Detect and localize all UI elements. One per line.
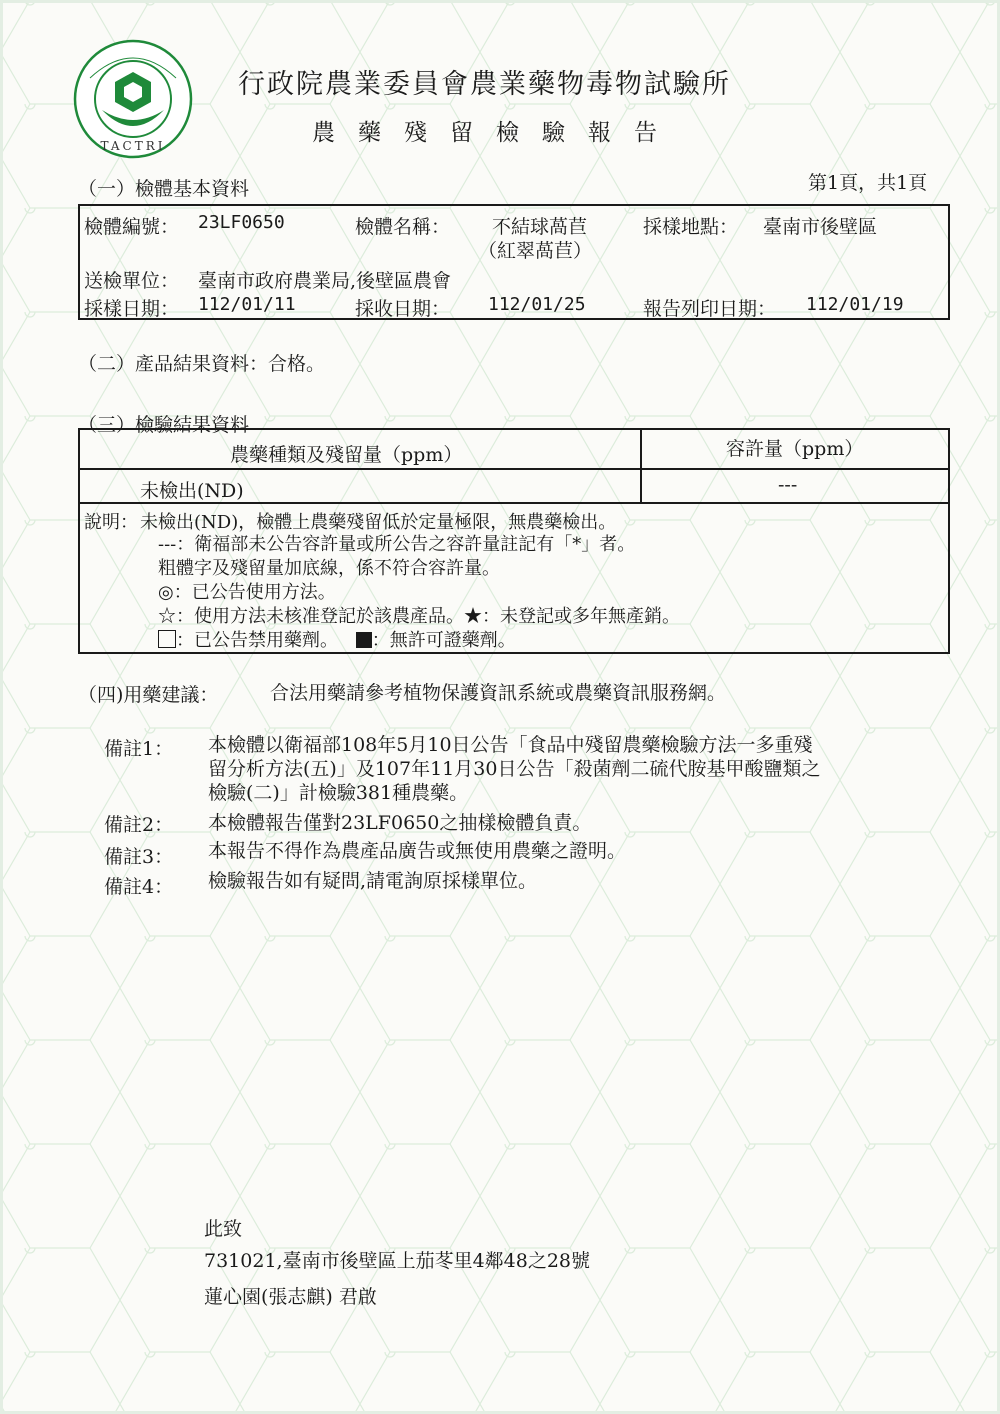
sample-info-box bbox=[78, 204, 950, 320]
note-line: ---：衛福部未公告容許量或所公告之容許量註記有「*」者。 bbox=[158, 534, 636, 555]
submitter: 臺南市政府農業局,後壁區農會 bbox=[198, 270, 452, 292]
table-divider bbox=[640, 430, 642, 502]
harvest-date-label: 採收日期： bbox=[355, 298, 451, 320]
note-banned: ：已公告禁用藥劑。 bbox=[176, 630, 338, 651]
remark-label: 備註4： bbox=[104, 876, 174, 898]
remark-text: 檢驗報告如有疑問,請電詢原採樣單位。 bbox=[208, 870, 538, 892]
section2-heading: （二）產品結果資料：合格。 bbox=[78, 353, 326, 375]
location-label: 採樣地點： bbox=[643, 216, 739, 238]
sample-name-sub: （紅翠萵苣） bbox=[478, 240, 593, 262]
notes-label: 說明： bbox=[84, 512, 138, 533]
remark-text: 本檢體以衛福部108年5月10日公告「食品中殘留農藥檢驗方法一多重殘 bbox=[208, 734, 813, 756]
section3-heading: （三）檢驗結果資料 bbox=[78, 414, 250, 436]
banned-square-icon bbox=[158, 630, 176, 648]
address-line: 731021,臺南市後壁區上茄苳里4鄰48之28號 bbox=[204, 1250, 591, 1272]
col-header-tolerance: 容許量（ppm） bbox=[726, 438, 864, 460]
sample-no: 23LF0650 bbox=[198, 212, 285, 233]
print-date-label: 報告列印日期： bbox=[643, 298, 777, 320]
note-unlicensed: ：無許可證藥劑。 bbox=[371, 630, 516, 651]
unlicensed-square-icon bbox=[356, 632, 372, 648]
note-line: 粗體字及殘留量加底線，係不符合容許量。 bbox=[158, 558, 500, 579]
organization-title: 行政院農業委員會農業藥物毒物試驗所 bbox=[238, 69, 731, 100]
remark-text: 本檢體報告僅對23LF0650之抽樣檢體負責。 bbox=[208, 812, 592, 834]
sample-date: 112/01/11 bbox=[198, 294, 296, 315]
note-line: ☆：使用方法未核准登記於該農產品。★：未登記或多年無產銷。 bbox=[158, 606, 680, 627]
location: 臺南市後壁區 bbox=[763, 216, 878, 238]
remark-text: 檢驗(二)」計檢驗381種農藥。 bbox=[208, 782, 469, 804]
submitter-label: 送檢單位： bbox=[84, 270, 180, 292]
note-line: ◎：已公告使用方法。 bbox=[158, 582, 336, 603]
print-date: 112/01/19 bbox=[806, 294, 904, 315]
remark-label: 備註2： bbox=[104, 814, 174, 836]
sample-name-label: 檢體名稱： bbox=[355, 216, 451, 238]
result-tolerance: --- bbox=[778, 474, 798, 496]
sample-date-label: 採樣日期： bbox=[84, 298, 180, 320]
note-line-symbols bbox=[158, 626, 516, 652]
section1-heading: （一）檢體基本資料 bbox=[78, 178, 250, 200]
result-value: 未檢出(ND) bbox=[140, 480, 244, 502]
col-header-pesticide: 農藥種類及殘留量（ppm） bbox=[230, 444, 463, 466]
tactri-logo bbox=[72, 38, 194, 160]
section4-text: 合法用藥請參考植物保護資訊系統或農藥資訊服務網。 bbox=[270, 682, 727, 704]
remark-label: 備註1： bbox=[104, 738, 174, 760]
sample-name: 不結球萵苣 bbox=[492, 216, 588, 238]
table-row-divider bbox=[80, 468, 948, 470]
report-title: 農藥殘留檢驗報告 bbox=[312, 120, 680, 146]
note-line: 未檢出(ND)，檢體上農藥殘留低於定量極限，無農藥檢出。 bbox=[140, 512, 617, 533]
sample-no-label: 檢體編號： bbox=[84, 216, 180, 238]
salutation: 此致 bbox=[204, 1218, 243, 1240]
remark-text: 本報告不得作為農產品廣告或無使用農藥之證明。 bbox=[208, 840, 627, 862]
remark-label: 備註3： bbox=[104, 846, 174, 868]
results-table bbox=[78, 428, 950, 654]
recipient: 蓮心園(張志麒) 君啟 bbox=[204, 1286, 377, 1308]
svg-text:TACTRI: TACTRI bbox=[100, 139, 166, 153]
page-info: 第1頁，共1頁 bbox=[808, 172, 928, 194]
remark-text: 留分析方法(五)」及107年11月30日公告「殺菌劑二硫代胺基甲酸鹽類之 bbox=[208, 758, 821, 780]
harvest-date: 112/01/25 bbox=[488, 294, 586, 315]
section4-heading: （四)用藥建議： bbox=[78, 684, 219, 706]
